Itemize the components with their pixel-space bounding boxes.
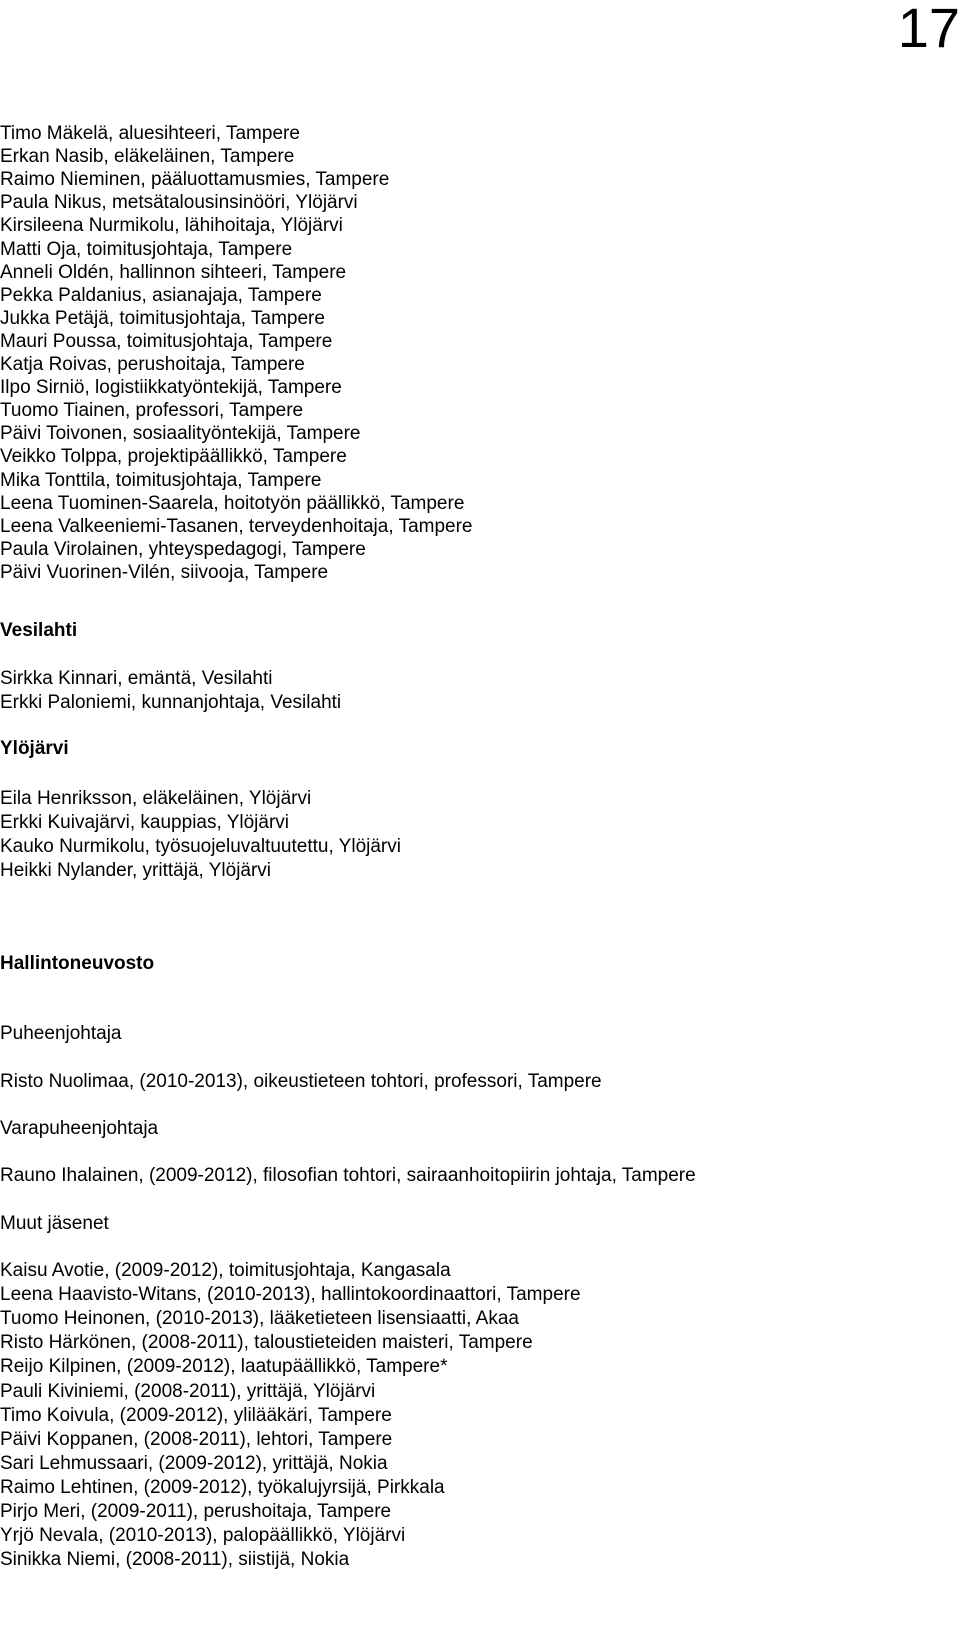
list-item: Erkki Kuivajärvi, kauppias, Ylöjärvi — [0, 812, 289, 833]
vesilahti-heading: Vesilahti — [0, 620, 78, 641]
vice-chair-member: Rauno Ihalainen, (2009-2012), filosofian tohtori, sairaanhoitopiirin johtaja, Tampere — [0, 1165, 696, 1186]
list-item: Sirkka Kinnari, emäntä, Vesilahti — [0, 668, 273, 689]
list-item: Tuomo Tiainen, professori, Tampere — [0, 400, 304, 422]
list-item: Sinikka Niemi, (2008-2011), siistijä, Nokia — [0, 1549, 350, 1571]
vice-chair-label: Varapuheenjohtaja — [0, 1118, 159, 1139]
list-item: Kauko Nurmikolu, työsuojeluvaltuutettu, Ylöjärvi — [0, 836, 401, 857]
list-item: Pirjo Meri, (2009-2011), perushoitaja, Tampere — [0, 1501, 392, 1522]
list-item: Yrjö Nevala, (2010-2013), palopäällikkö, Ylöjärvi — [0, 1525, 406, 1547]
list-item: Eila Henriksson, eläkeläinen, Ylöjärvi — [0, 788, 312, 809]
list-item: Raimo Nieminen, pääluottamusmies, Tampere — [0, 169, 390, 191]
list-item: Paula Virolainen, yhteyspedagogi, Tampere — [0, 538, 366, 560]
list-item: Paula Nikus, metsätalousinsinööri, Ylöjärvi — [0, 192, 358, 214]
list-item: Reijo Kilpinen, (2009-2012), laatupäällikkö, Tampere* — [0, 1356, 448, 1378]
ylojarvi-heading: Ylöjärvi — [0, 738, 69, 759]
list-item: Päivi Toivonen, sosiaalityöntekijä, Tampere — [0, 423, 361, 445]
list-item: Timo Mäkelä, aluesihteeri, Tampere — [0, 123, 300, 144]
list-item: Kirsileena Nurmikolu, lähihoitaja, Ylöjärvi — [0, 215, 343, 237]
list-item: Katja Roivas, perushoitaja, Tampere — [0, 354, 305, 375]
chair-member: Risto Nuolimaa, (2010-2013), oikeustieteen tohtori, professori, Tampere — [0, 1071, 602, 1092]
list-item: Sari Lehmussaari, (2009-2012), yrittäjä, Nokia — [0, 1452, 388, 1474]
page-number: 17 — [897, 0, 960, 59]
list-item: Risto Härkönen, (2008-2011), taloustieteiden maisteri, Tampere — [0, 1332, 533, 1354]
list-item: Ilpo Sirniö, logistiikkatyöntekijä, Tampere — [0, 377, 342, 399]
list-item: Mika Tonttila, toimitusjohtaja, Tampere — [0, 469, 322, 491]
list-item: Mauri Poussa, toimitusjohtaja, Tampere — [0, 330, 333, 352]
chair-label: Puheenjohtaja — [0, 1023, 122, 1044]
list-item: Tuomo Heinonen, (2010-2013), lääketieteen lisensiaatti, Akaa — [0, 1308, 519, 1330]
list-item: Timo Koivula, (2009-2012), ylilääkäri, Tampere — [0, 1404, 392, 1426]
list-item: Päivi Vuorinen-Vilén, siivooja, Tampere — [0, 561, 329, 583]
list-item: Pauli Kiviniemi, (2008-2011), yrittäjä, Ylöjärvi — [0, 1380, 376, 1402]
list-item: Anneli Oldén, hallinnon sihteeri, Tampere — [0, 261, 347, 283]
list-item: Veikko Tolppa, projektipäällikkö, Tampere — [0, 446, 347, 468]
hallintoneuvosto-heading: Hallintoneuvosto — [0, 953, 155, 974]
list-item: Erkan Nasib, eläkeläinen, Tampere — [0, 146, 295, 168]
list-item: Matti Oja, toimitusjohtaja, Tampere — [0, 238, 293, 260]
list-item: Päivi Koppanen, (2008-2011), lehtori, Tampere — [0, 1428, 393, 1450]
list-item: Pekka Paldanius, asianajaja, Tampere — [0, 284, 322, 306]
other-members-label: Muut jäsenet — [0, 1213, 109, 1234]
list-item: Leena Tuominen-Saarela, hoitotyön päällikkö, Tampere — [0, 492, 465, 514]
list-item: Jukka Petäjä, toimitusjohtaja, Tampere — [0, 307, 325, 329]
list-item: Heikki Nylander, yrittäjä, Ylöjärvi — [0, 860, 272, 881]
list-item: Raimo Lehtinen, (2009-2012), työkalujyrsijä, Pirkkala — [0, 1476, 445, 1498]
list-item: Leena Valkeeniemi-Tasanen, terveydenhoitaja, Tampere — [0, 515, 473, 537]
list-item: Erkki Paloniemi, kunnanjohtaja, Vesilahti — [0, 692, 342, 713]
list-item: Kaisu Avotie, (2009-2012), toimitusjohtaja, Kangasala — [0, 1260, 451, 1281]
list-item: Leena Haavisto-Witans, (2010-2013), hallintokoordinaattori, Tampere — [0, 1284, 581, 1306]
